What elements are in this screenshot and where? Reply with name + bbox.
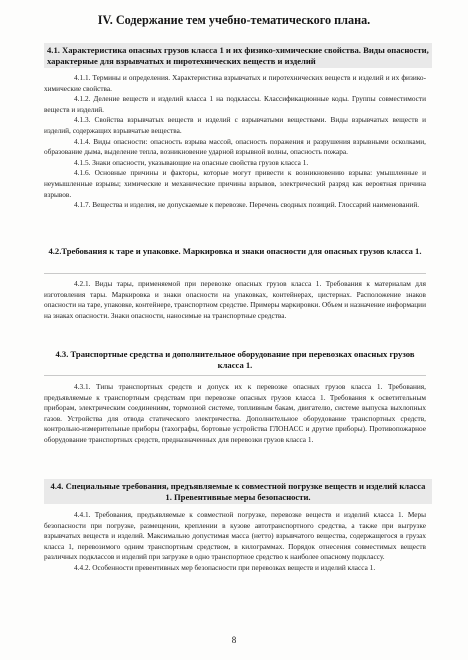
section-4-4-title: 4.4. Специальные требования, предъявляемые к совместной погрузке веществ и изделий класса 1. Превентивные меры безопасности.: [44, 479, 432, 504]
paragraph-4-3-1: 4.3.1. Типы транспортных средств и допуск их к перевозке опасных грузов класса 1. Требования, предъявляемые к транспортным средствам при перевозке опасных грузов класса 1. Требования к осветительным приборам, электрическим соединениям, тормозной системе, топливным бакам, двигателю, системе выпуска выхлопных газов. Устройства для отвода статического электричества. Дополнительное оборудование транспортных средств, контрольно-измерительные приборы (тахографы, бортовые устройства ГЛОНАСС и другие приборы). Противопожарное оборудование транспортных средств, предназначенных для перевозки грузов класса 1.: [44, 382, 426, 444]
section-4-1-title: 4.1. Характеристика опасных грузов класса 1 и их физико-химические свойства. Виды опасности, характерные для взрывчатых и пиротехнических веществ и изделий: [44, 43, 432, 68]
paragraph-4-1-5: 4.1.5. Знаки опасности, указывающие на опасные свойства грузов класса 1.: [74, 157, 309, 167]
section-4-3-body: [44, 382, 426, 446]
section-4-3-title: 4.3. Транспортные средства и дополнительное оборудование при перевозках опасных грузов класса 1.: [55, 349, 415, 370]
paragraph-4-1-7: 4.1.7. Вещества и изделия, не допускаемые к перевозке. Перечень сводных позиций. Глоссарий наименований.: [74, 200, 420, 210]
section-divider: [44, 375, 426, 376]
paragraph-4-4-1: 4.4.1. Требования, предъявляемые к совместной погрузке, перевозке веществ и изделий класса 1. Меры безопасности при погрузке, размещении, креплении в кузове автотранспортного средства, а также при выгрузке взрывчатых веществ и изделий. Максимально допустимая масса (нетто) взрывчатого вещества, содержащегося в грузах класса 1, перевозимого одним транспортным средством, в килограммах. Порядок отнесения совместимых веществ различных подклассов и изделий при загрузке в одно транспортное средство к наиболее опасному подклассу.: [44, 510, 426, 562]
paragraph-4-1-1: 4.1.1. Термины и определения. Характеристика взрывчатых и пиротехнических веществ и изделий и их физико-химические свойства.: [44, 73, 426, 93]
paragraph-4-1-6: 4.1.6. Основные причины и факторы, которые могут привести к возникновению взрыва: умышленные и неумышленные взрывы; химические и механические причины взрывов, электрический разряд как вероятная причина взрывов.: [44, 168, 426, 199]
section-4-4-body: [44, 510, 426, 574]
paragraph-4-2-1: 4.2.1. Виды тары, применяемой при перевозке опасных грузов класса 1. Требования к материалам для изготовления тары. Маркировка и знаки опасности на упаковках, контейнерах, цистернах. Расположение знаков опасности на таре, упаковке, контейнере, транспортном средстве. Примеры маркировки. Объем и назначение информации на знаках опасности. Знаки опасности, наносимые на транспортные средства.: [44, 279, 426, 320]
paragraph-4-1-2: 4.1.2. Деление веществ и изделий класса 1 на подклассы. Классификационные коды. Группы совместимости веществ и изделий.: [44, 94, 426, 114]
paragraph-4-4-2: 4.4.2. Особенности превентивных мер безопасности при перевозках веществ и изделий класса 1.: [74, 562, 376, 572]
paragraph-4-1-3: 4.1.3. Свойства взрывчатых веществ и изделий с взрывчатыми веществами. Виды взрывчатых веществ и изделий, содержащих взрывчатые вещества.: [44, 115, 426, 135]
page-number: 8: [231, 635, 237, 645]
paragraph-4-1-4: 4.1.4. Виды опасности: опасность взрыва массой, опасность поражения и разрушения взрывными осколками, образование дыма, выделение тепла, возникновение ударной взрывной волны, опасность пожара.: [44, 136, 426, 157]
section-divider: [44, 273, 426, 274]
chapter-heading: IV. Содержание тем учебно-тематического плана.: [97, 13, 371, 27]
section-4-2-title: 4.2.Требования к таре и упаковке. Маркировка и знаки опасности для опасных грузов класса 1.: [48, 246, 422, 256]
section-4-1-body: [44, 73, 426, 211]
section-4-2-body: [44, 279, 426, 321]
